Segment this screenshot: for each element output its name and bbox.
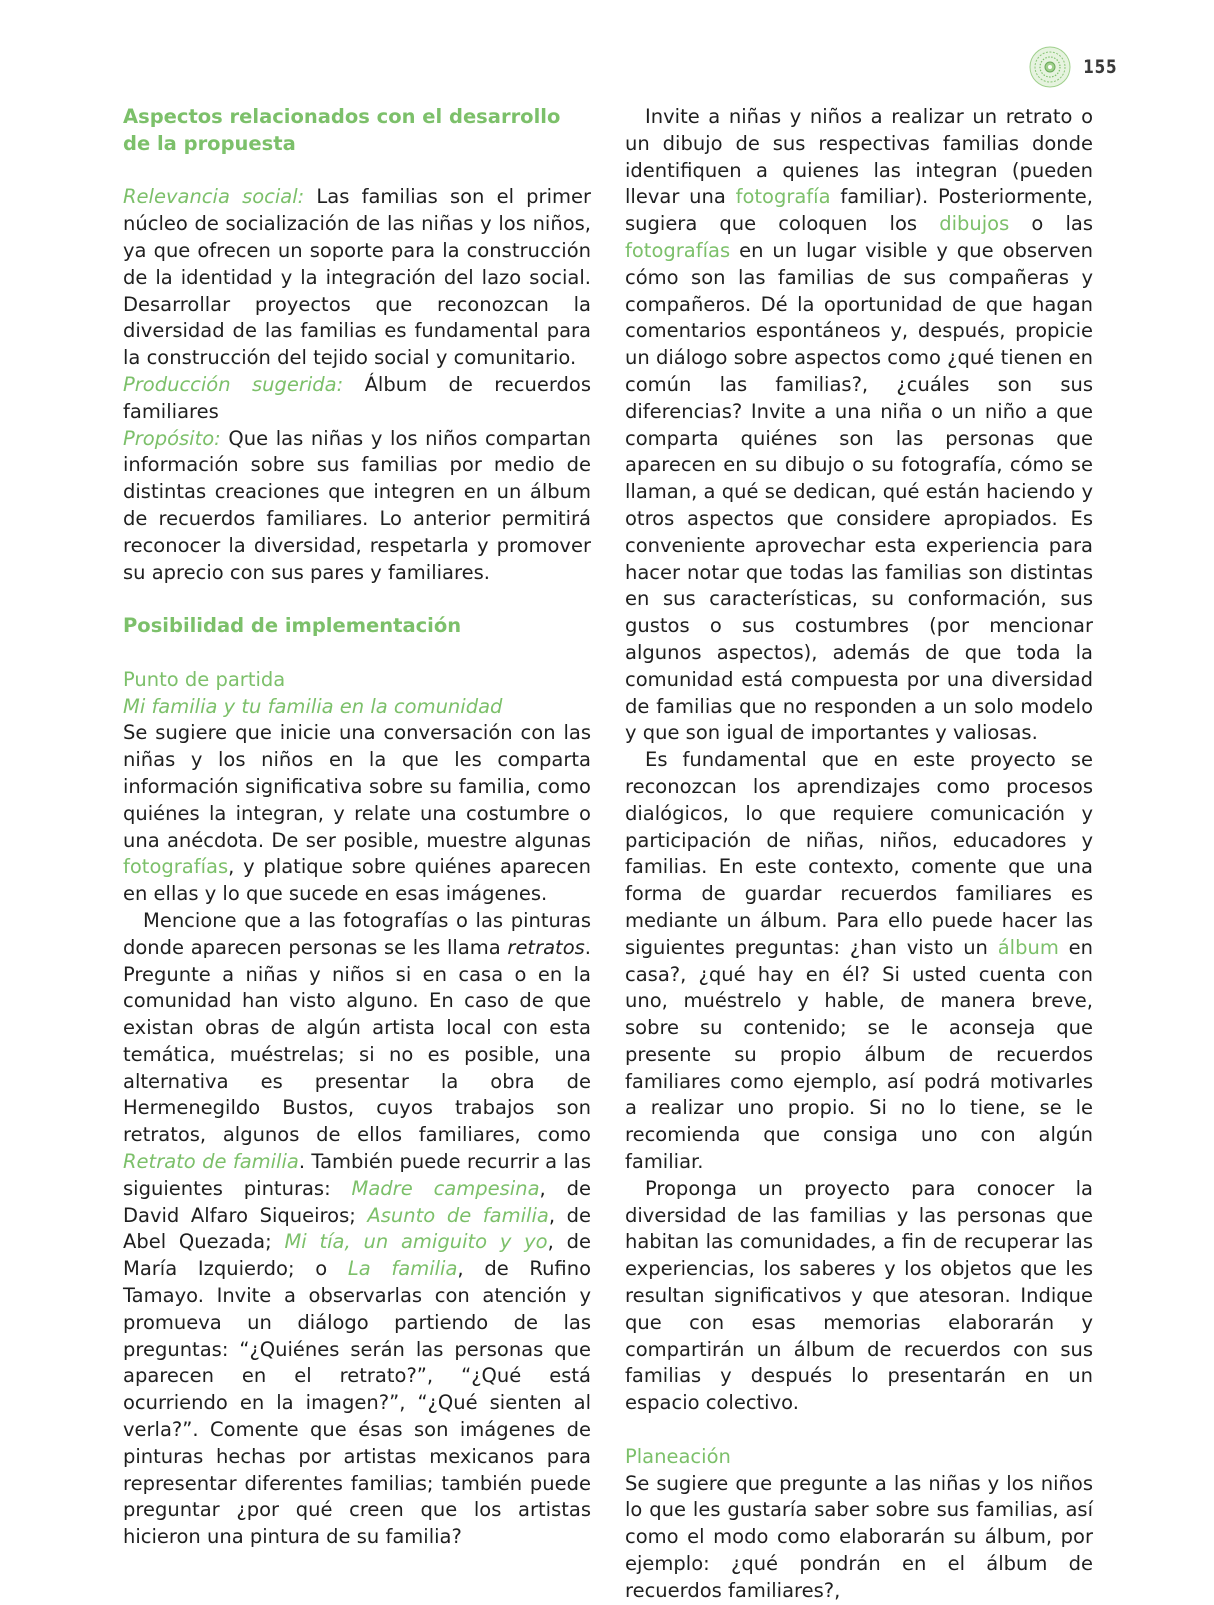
circular-emblem-icon [1029, 46, 1071, 88]
text-run: . También puede recurrir a las siguientes pinturas: [123, 1150, 591, 1200]
section-heading-posibilidad: Posibilidad de implementación [123, 614, 462, 638]
artwork-title: Madre campesina [351, 1176, 540, 1200]
text-run: Se sugiere que inicie una conversación con las niñas y los niños en la que les comparta información significativa sobre su familia, como quiénes la integran, y relate una costumbre o una anécdota. De ser posible, muestre algunas [123, 721, 591, 852]
paragraph-retrato-dibujo [625, 104, 1093, 747]
text-run: , de Abel Quezada; [123, 1203, 592, 1254]
paragraph-conversacion [123, 720, 591, 908]
text-run: , de David Alfaro Siqueiros; [123, 1176, 591, 1227]
artwork-title: Mi tía, un amiguito y yo [284, 1230, 548, 1254]
artwork-title: La familia [347, 1257, 458, 1281]
artwork-title: Asunto de familia [367, 1203, 549, 1227]
page-number [1029, 46, 1122, 88]
relevancia-text: Las familias son el primer núcleo de socialización de las niñas y los niños, ya que ofrecen un soporte para la construcción de la identidad y la integración del lazo social. Desarrollar proyectos que reconozcan la diversidad de las familias es fundamental para la construcción del tejido social y comunitario. [123, 185, 591, 370]
text-run: familiar). Posteriormente, sugiera que coloquen los [625, 185, 1093, 236]
proposito-text: Que las niñas y los niños compartan información sobre sus familias por medio de distintas creaciones que integren en un álbum de recuerdos familiares. Lo anterior permitirá reconocer la diversidad, respetarla y promover su aprecio con sus pares y familiares. [123, 426, 591, 584]
text-run: . Pregunte a niñas y niños si en casa o en la comunidad han visto alguno. En caso de que existan obras de algún artista local con esta temática, muéstrelas; si no es posible, una alternativa es presentar la obra de Hermenegildo Bustos, cuyos trabajos son retratos, algunos de ellos familiares, como [123, 935, 591, 1147]
text-run: en casa?, ¿qué hay en él? Si usted cuenta con uno, muéstrelo y hable, de manera breve, sobre su contenido; se le aconseja que presente su propio álbum de recuerdos familiares como ejemplo, así podrá motivarles a realizar uno propio. Si no lo tiene, se le recomienda que consiga uno con algún familiar. [625, 935, 1093, 1174]
paragraph-proyecto: Proponga un proyecto para conocer la diversidad de las familias y las personas que habitan las comunidades, a fin de recuperar las experiencias, los saberes y los objetos que les resultan significativos y que atesoran. Indique que con esas memorias elaborarán y compartirán un álbum de recuerdos con sus familias y después lo presentarán en un espacio colectivo. [625, 1176, 1093, 1415]
paragraph-planeacion: Se sugiere que pregunte a las niñas y los niños lo que les gustaría saber sobre sus familias, así como el modo como elaborarán su álbum, por ejemplo: ¿qué pondrán en el álbum de recuerdos familiares?, [625, 1471, 1093, 1602]
produccion-text: Álbum de recuerdos familiares [123, 372, 591, 423]
relevancia-paragraph [123, 184, 591, 372]
keyword-fotografia: fotografía [735, 185, 831, 209]
proposito-label: Propósito: [123, 426, 221, 450]
keyword-fotografias: fotografías [625, 238, 731, 262]
produccion-label: Producción sugerida: [123, 372, 344, 396]
text-run: , de Rufino Tamayo. Invite a observarlas con atención y promueva un diálogo partiendo de las preguntas: “¿Quiénes serán las personas que aparecen en el retrato?”, “¿Qué está ocurriendo en la imagen?”, “¿Qué sienten al verla?”. Comente que ésas son imágenes de pinturas hechas por artistas mexicanos para representar diferentes familias; también puede preguntar ¿por qué creen que los artistas hicieron una pintura de su familia? [123, 1257, 592, 1549]
keyword-album: álbum [997, 935, 1059, 959]
section-heading-aspectos: Aspectos relacionados con el desarrollo de la propuesta [123, 105, 561, 155]
produccion-paragraph [123, 372, 591, 426]
keyword-fotografias: fotografías [123, 855, 229, 879]
paragraph-aprendizajes [625, 747, 1093, 1176]
left-column [123, 104, 591, 1551]
right-column [625, 104, 1093, 1605]
text-run: Mencione que a las fotografías o las pinturas donde aparecen personas se les llama [123, 908, 591, 959]
page-number-text: 155 [1083, 56, 1118, 78]
text-run: o las [1009, 212, 1093, 236]
text-run: en un lugar visible y que observen cómo son las familias de sus compañeras y compañeros. Dé la oportunidad de que hagan comentarios espontáneos y, después, propicie un diálogo sobre aspectos como ¿qué tienen en común las familias?, ¿cuáles son sus diferencias? Invite a una niña o un niño a que comparta quiénes son las personas que aparecen en su dibujo o su fotografía, cómo se llaman, a qué se dedican, qué están haciendo y otros aspectos que considere apropiados. Es conveniente aprovechar esta experiencia para hacer notar que todas las familias son distintas en sus características, su conformación, sus gustos o sus costumbres (por mencionar algunos aspectos), además de que toda la comunidad está compuesta por una diversidad de familias que no responden a un solo modelo y que son igual de importantes y valiosas. [625, 238, 1093, 745]
proposito-paragraph [123, 426, 591, 587]
paragraph-retratos [123, 908, 591, 1551]
text-run: Es fundamental que en este proyecto se reconozcan los aprendizajes como procesos dialógicos, lo que requiere comunicación y participación de niñas, niños, educadores y familias. En este contexto, comente que una forma de guardar recuerdos familiares es mediante un álbum. Para ello puede hacer las siguientes preguntas: ¿han visto un [625, 748, 1093, 959]
punto-de-partida-title: Punto de partida [123, 667, 286, 691]
term-retratos: retratos [507, 935, 585, 959]
text-run: , y platique sobre quiénes aparecen en ellas y lo que sucede en esas imágenes. [123, 855, 591, 906]
text-run: Invite a niñas y niños a realizar un retrato o un dibujo de sus respectivas familias donde identifiquen a quienes las integran (pueden llevar una [625, 105, 1093, 209]
keyword-dibujos: dibujos [939, 212, 1010, 236]
text-run: , de María Izquierdo; o [123, 1230, 591, 1281]
punto-de-partida-subtitle: Mi familia y tu familia en la comunidad [123, 694, 503, 718]
artwork-title: Retrato de familia [123, 1150, 299, 1174]
planeacion-title: Planeación [625, 1444, 731, 1468]
relevancia-label: Relevancia social: [123, 185, 305, 209]
